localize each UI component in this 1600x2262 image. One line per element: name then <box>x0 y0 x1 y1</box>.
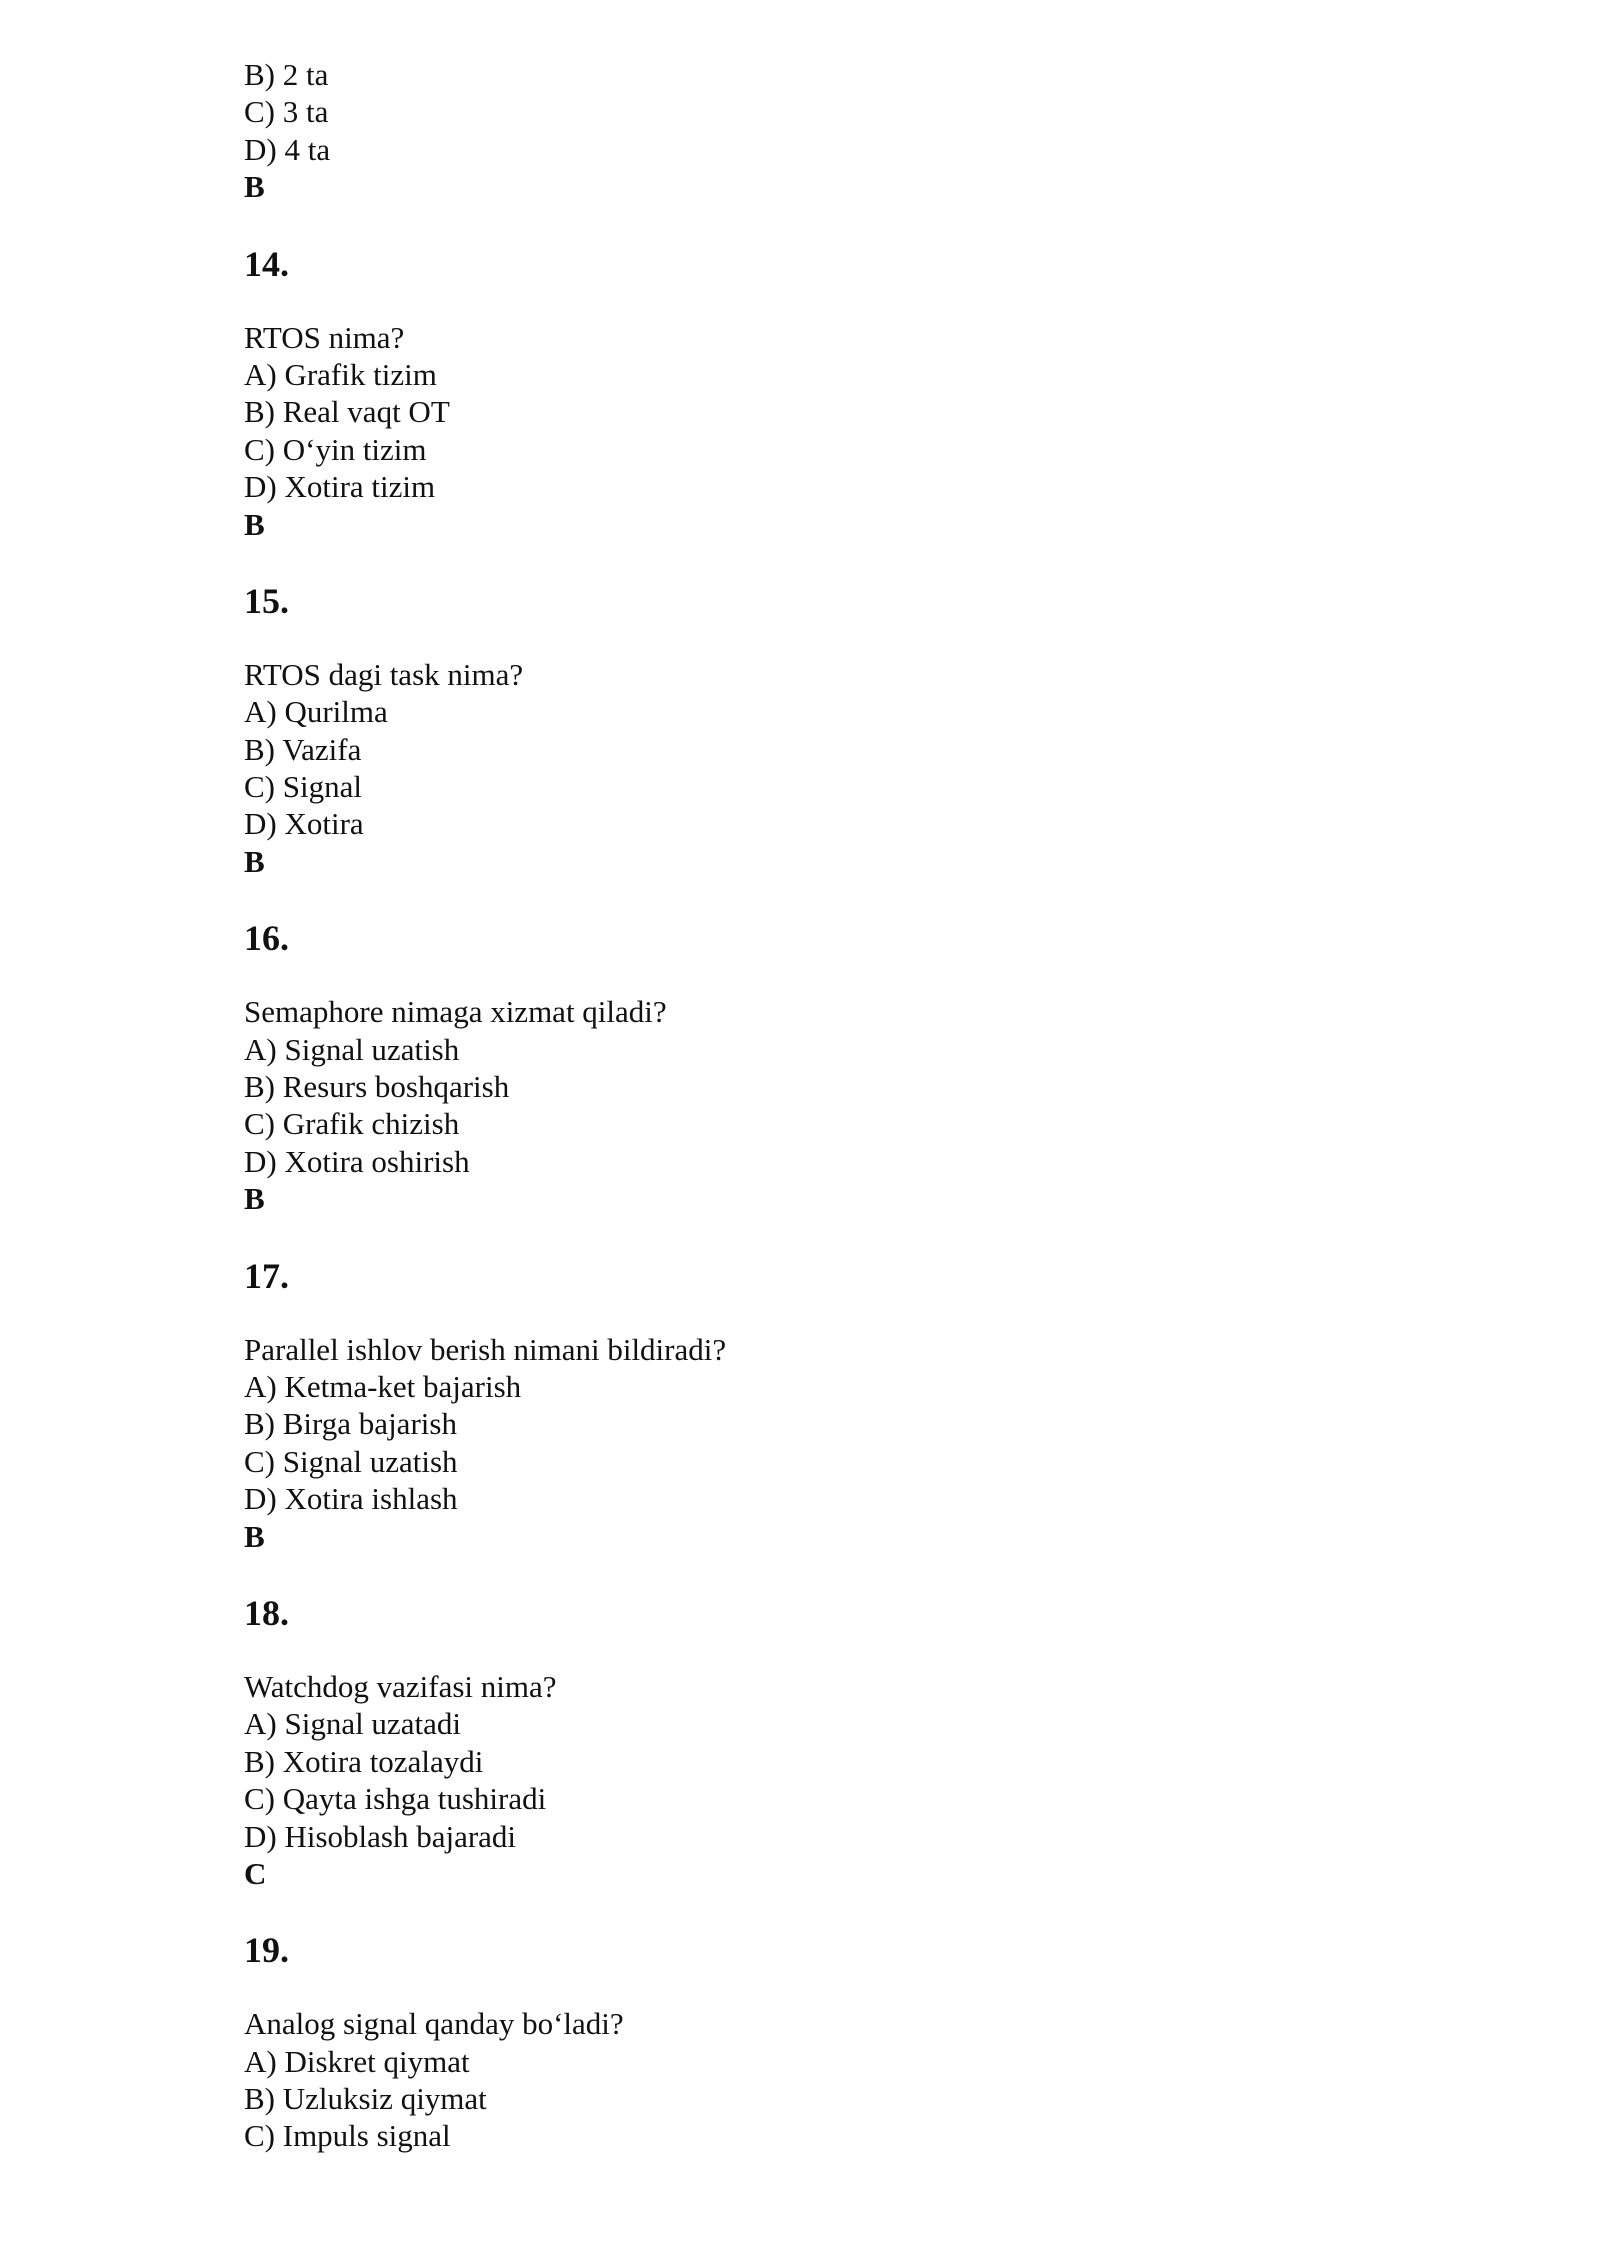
answer-key: B <box>244 843 265 879</box>
question-text: Analog signal qanday bo‘ladi? <box>244 2006 624 2042</box>
question-16 <box>244 916 1444 1217</box>
option-a: A) Diskret qiymat <box>244 2043 470 2079</box>
question-14 <box>244 242 1444 543</box>
question-17 <box>244 1254 1444 1555</box>
question-number: 19. <box>244 1930 289 1971</box>
answer-key: B <box>244 1181 265 1217</box>
option-b: B) Uzluksiz qiymat <box>244 2081 487 2117</box>
question-13-partial <box>244 56 1444 206</box>
option-b: B) Vazifa <box>244 731 362 767</box>
option-d: D) 4 ta <box>244 131 331 167</box>
option-d: D) Xotira ishlash <box>244 1481 458 1517</box>
question-18 <box>244 1591 1444 1892</box>
question-number: 15. <box>244 580 289 621</box>
question-number: 16. <box>244 918 289 959</box>
question-number: 17. <box>244 1255 289 1296</box>
question-text: Watchdog vazifasi nima? <box>244 1668 557 1704</box>
option-c: C) Signal <box>244 769 362 805</box>
question-number: 14. <box>244 243 289 284</box>
option-b: B) 2 ta <box>244 57 329 92</box>
question-text: RTOS nima? <box>244 319 405 355</box>
option-c: C) 3 ta <box>244 94 329 130</box>
option-c: C) Impuls signal <box>244 2118 451 2154</box>
question-text: Parallel ishlov berish nimani bildiradi? <box>244 1331 727 1367</box>
answer-key: B <box>244 169 265 205</box>
option-b: B) Real vaqt OT <box>244 394 450 430</box>
option-c: C) O‘yin tizim <box>244 431 427 467</box>
option-a: A) Signal uzatish <box>244 1031 460 1067</box>
option-a: A) Grafik tizim <box>244 356 437 392</box>
option-a: A) Signal uzatadi <box>244 1706 461 1742</box>
option-d: D) Hisoblash bajaradi <box>244 1818 517 1854</box>
option-a: A) Ketma-ket bajarish <box>244 1368 522 1404</box>
option-b: B) Birga bajarish <box>244 1406 457 1442</box>
option-b: B) Xotira tozalaydi <box>244 1743 484 1779</box>
question-19 <box>244 1928 1444 2155</box>
answer-key: C <box>244 1855 267 1891</box>
option-d: D) Xotira <box>244 806 364 842</box>
option-a: A) Qurilma <box>244 694 388 730</box>
option-d: D) Xotira oshirish <box>244 1143 470 1179</box>
answer-key: B <box>244 506 265 542</box>
document-page <box>244 56 1444 2155</box>
question-15 <box>244 579 1444 880</box>
answer-key: B <box>244 1518 265 1554</box>
question-text: RTOS dagi task nima? <box>244 656 524 692</box>
option-b: B) Resurs boshqarish <box>244 1069 510 1105</box>
option-d: D) Xotira tizim <box>244 469 436 505</box>
option-c: C) Qayta ishga tushiradi <box>244 1781 547 1817</box>
question-number: 18. <box>244 1592 289 1633</box>
option-c: C) Signal uzatish <box>244 1443 458 1479</box>
option-c: C) Grafik chizish <box>244 1106 460 1142</box>
question-text: Semaphore nimaga xizmat qiladi? <box>244 994 667 1030</box>
